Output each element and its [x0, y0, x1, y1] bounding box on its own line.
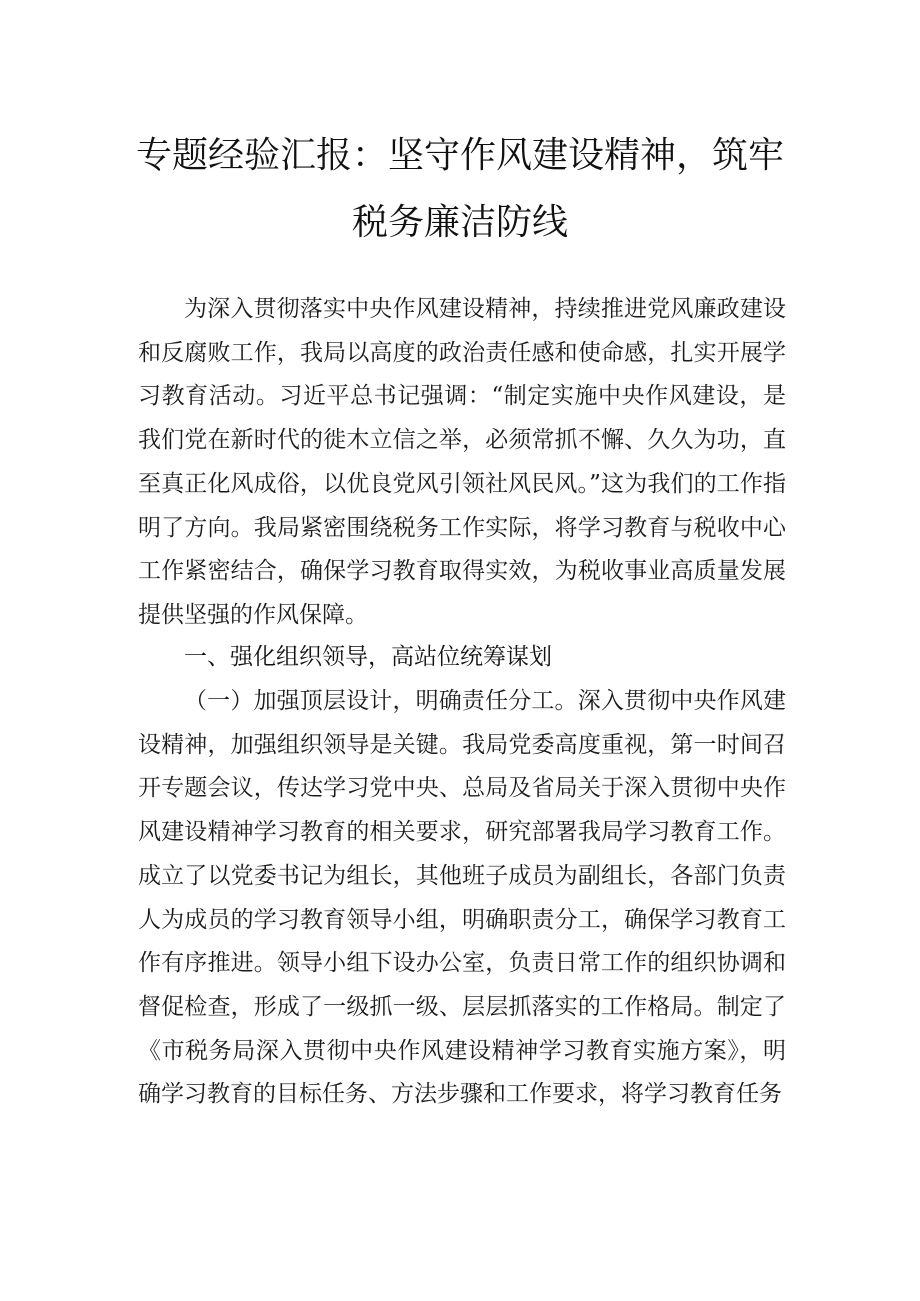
subsection-paragraph-1: （一）加强顶层设计，明确责任分工。深入贯彻中央作风建设精神，加强组织领导是关键。我局党委高度重视，第一时间召开专题会议，传达学习党中央、总局及省局关于深入贯彻中央作风建设精神学习教育的相关要求，研究部署我局学习教育工作。成立了以党委书记为组长，其他班子成员为副组长，各部门负责人为成员的学习教育领导小组，明确职责分工，确保学习教育工作有序推进。领导小组下设办公室，负责日常工作的组织协调和督促检查，形成了一级抓一级、层层抓落实的工作格局。制定了《市税务局深入贯彻中央作风建设精神学习教育实施方案》，明确学习教育的目标任务、方法步骤和工作要求，将学习教育任务	[138, 688, 786, 1108]
document-title-line-1: 专题经验汇报：坚守作风建设精神，筑牢	[135, 135, 784, 176]
document-title-line-2: 税务廉洁防线	[351, 202, 568, 243]
intro-paragraph: 为深入贯彻落实中央作风建设精神，持续推进党风廉政建设和反腐败工作，我局以高度的政治责任感和使命感，扎实开展学习教育活动。习近平总书记强调：“制定实施中央作风建设，是我们党在新时代的徙木立信之举，必须常抓不懈、久久为功，直至真正化风成俗，以优良党风引领社风民风。”这为我们的工作指明了方向。我局紧密围绕税务工作实际，将学习教育与税收中心工作紧密结合，确保学习教育取得实效，为税收事业高质量发展提供坚强的作风保障。	[138, 296, 786, 628]
section-heading-1: 一、强化组织领导，高站位统筹谋划	[184, 644, 552, 670]
